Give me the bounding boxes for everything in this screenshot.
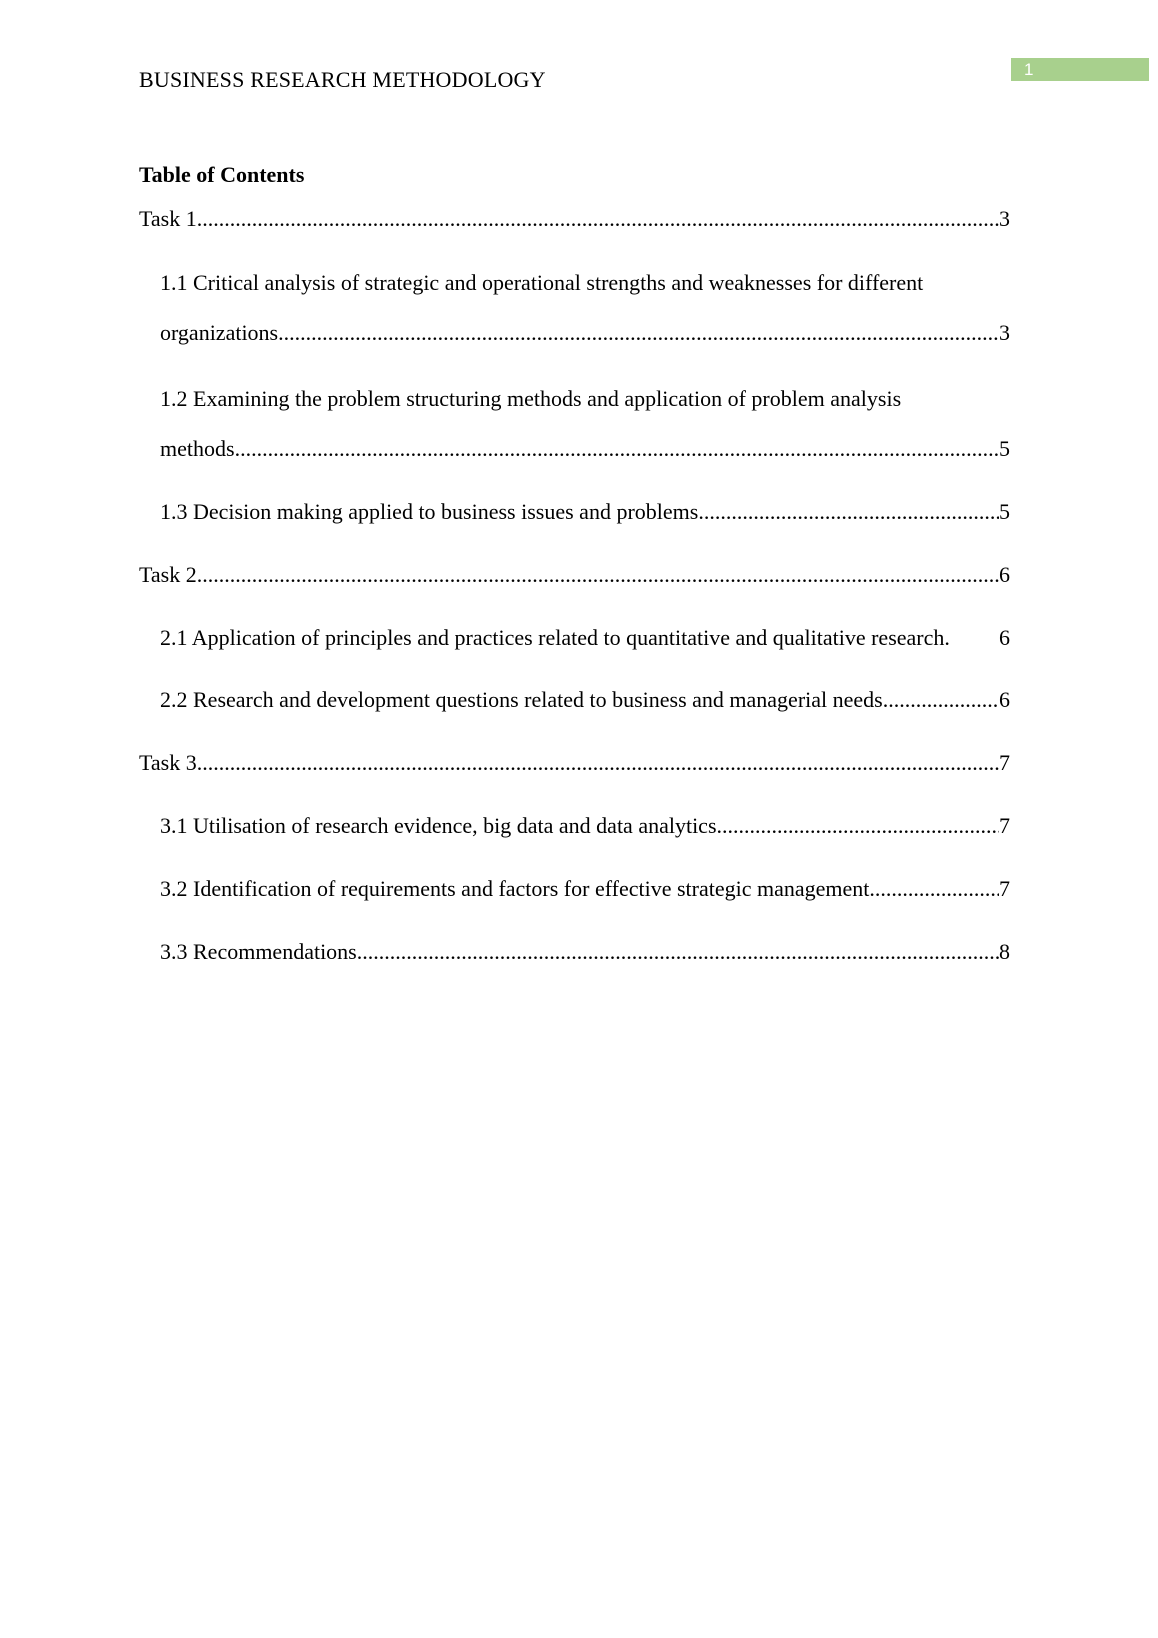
- toc-page-number: 7: [999, 750, 1010, 775]
- toc-entry-3-2[interactable]: [160, 876, 1010, 902]
- toc-dot-leader: [235, 436, 999, 462]
- toc-entry-task-1[interactable]: [139, 206, 1010, 232]
- toc-entry-1-1[interactable]: [160, 320, 1010, 346]
- toc-dot-leader: [717, 813, 999, 839]
- toc-entry-3-1[interactable]: [160, 813, 1010, 839]
- toc-heading: Table of Contents: [139, 162, 305, 187]
- toc-entry-text: organizations: [160, 320, 279, 345]
- toc-entry-1-2-line1[interactable]: 1.2 Examining the problem structuring methods and application of problem analysis: [160, 386, 902, 411]
- toc-entry-2-2[interactable]: [160, 687, 1010, 713]
- toc-entry-text: 1.3 Decision making applied to business issues and problems: [160, 499, 699, 524]
- toc-entry-3-3[interactable]: [160, 939, 1010, 965]
- toc-entry-text: Task 1: [139, 206, 197, 231]
- toc-dot-leader: [357, 939, 999, 965]
- toc-page-number: 7: [999, 876, 1010, 901]
- toc-page-number: 6: [999, 625, 1010, 650]
- toc-page-number: 3: [999, 206, 1010, 231]
- toc-dot-leader: [197, 750, 999, 776]
- toc-entry-text: methods: [160, 436, 235, 461]
- toc-entry-2-1[interactable]: [160, 625, 1010, 651]
- toc-dot-leader: [197, 562, 999, 588]
- toc-entry-task-2[interactable]: [139, 562, 1010, 588]
- toc-entry-text: Task 3: [139, 750, 197, 775]
- toc-page-number: 6: [999, 562, 1010, 587]
- toc-entry-task-3[interactable]: [139, 750, 1010, 776]
- toc-entry-text: 2.2 Research and development questions related to business and managerial needs: [160, 687, 883, 712]
- toc-entry-text: 2.1 Application of principles and practices related to quantitative and qualitative research.: [160, 625, 950, 650]
- toc-dot-leader: [197, 206, 999, 232]
- toc-page-number: 6: [999, 687, 1010, 712]
- toc-entry-text: 3.2 Identification of requirements and factors for effective strategic management: [160, 876, 870, 901]
- running-header-title: BUSINESS RESEARCH METHODOLOGY: [139, 67, 546, 92]
- toc-entry-text: 3.3 Recommendations: [160, 939, 357, 964]
- toc-entry-text: Task 2: [139, 562, 197, 587]
- toc-dot-leader: [869, 876, 999, 902]
- toc-entry-1-3[interactable]: [160, 499, 1010, 525]
- toc-page-number: 7: [999, 813, 1010, 838]
- toc-page-number: 8: [999, 939, 1010, 964]
- toc-entry-1-2[interactable]: [160, 436, 1010, 462]
- toc-dot-leader: [698, 499, 999, 525]
- toc-dot-leader: [883, 687, 999, 713]
- page-number-badge: 1: [1011, 58, 1149, 81]
- toc-dot-leader: [278, 320, 999, 346]
- toc-entry-1-1-line1[interactable]: 1.1 Critical analysis of strategic and operational strengths and weaknesses for different: [160, 270, 924, 295]
- toc-page-number: 5: [999, 499, 1010, 524]
- toc-page-number: 5: [999, 436, 1010, 461]
- toc-page-number: 3: [999, 320, 1010, 345]
- toc-entry-text: 3.1 Utilisation of research evidence, big data and data analytics: [160, 813, 717, 838]
